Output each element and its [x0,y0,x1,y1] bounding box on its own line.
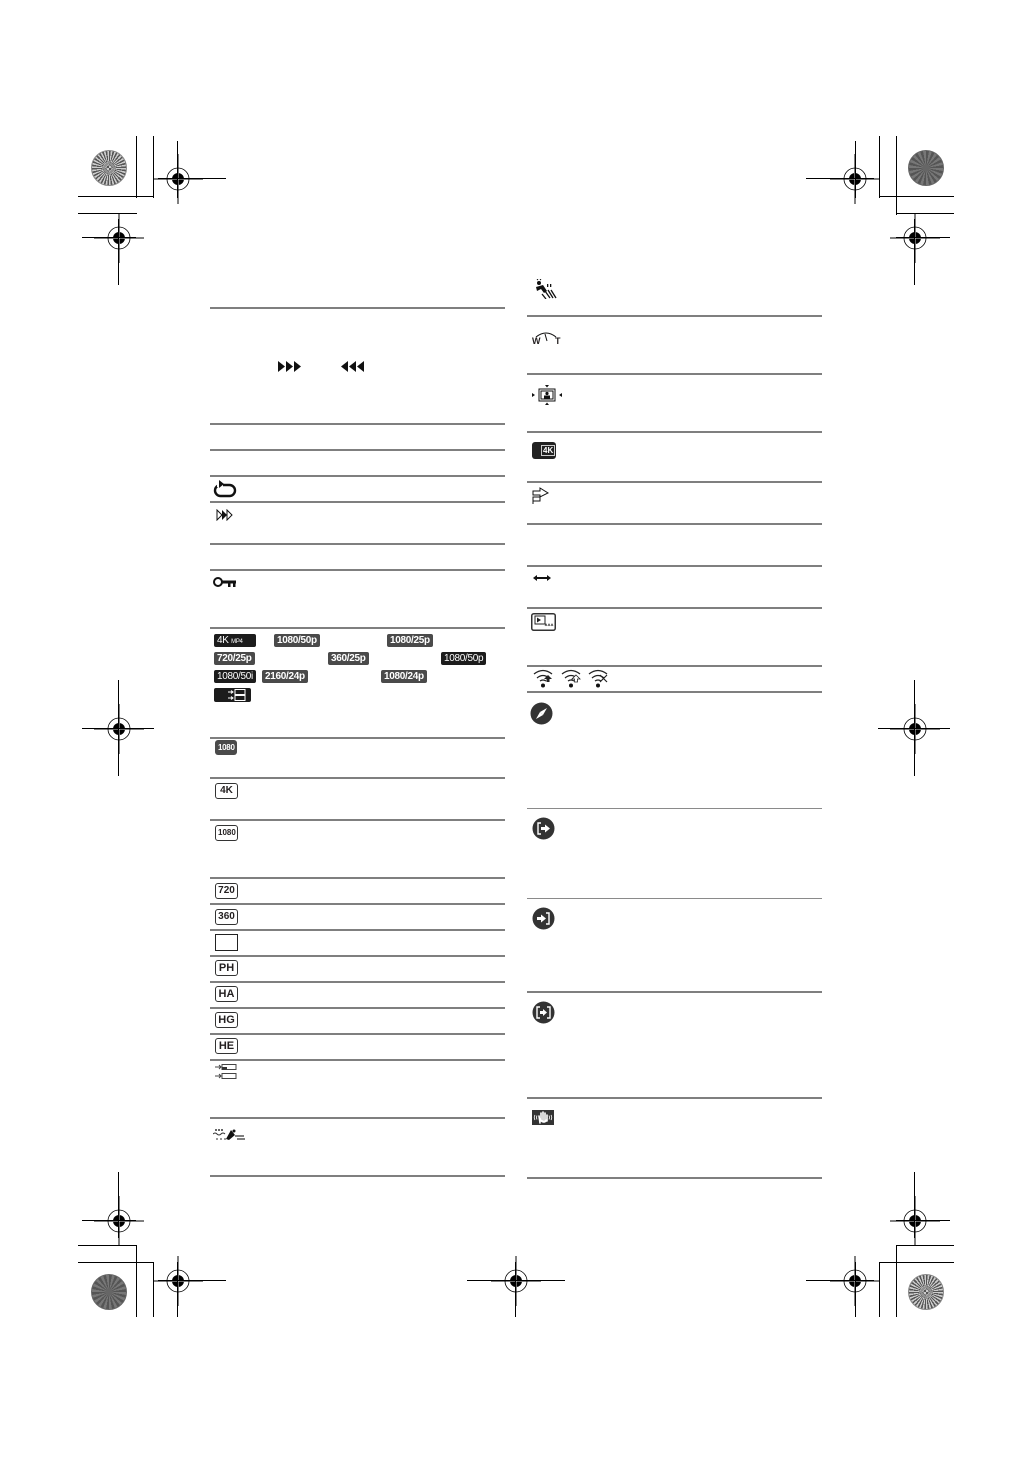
format-badge-1080-50p: 1080/50p [274,634,320,647]
crop-mark [82,728,154,729]
row-divider [210,569,505,571]
empty-box-icon [215,934,238,951]
format-badge-1080-50i: 1080/50i [214,670,256,683]
crop-mark [896,1245,897,1317]
row-divider [527,1177,822,1179]
resolution-720-badge: 720 [215,883,238,899]
row-divider [210,981,505,983]
resolution-1080-badge: 1080 [215,825,238,841]
row-divider [210,737,505,739]
format-badge-1080-24p: 1080/24p [381,670,427,683]
row-divider [527,691,822,693]
key-icon [213,577,237,589]
registration-mark-icon [890,1196,940,1246]
hand-shake-icon [532,1110,554,1125]
crop-mark [896,237,950,238]
row-divider [210,819,505,821]
crop-mark [515,1262,516,1317]
registration-mark-icon [94,1196,144,1246]
color-rosette-icon [908,150,944,186]
row-divider [527,665,822,667]
zoom-position-icon [530,331,564,347]
row-divider [210,475,505,477]
row-divider [210,1007,505,1009]
crop-mark [118,219,119,285]
mode-ph-badge: PH [215,960,238,976]
level-shot-icon [530,487,550,505]
color-rosette-icon [91,150,127,186]
fast-forward-icon [278,361,302,372]
crop-mark [896,136,897,215]
row-divider [210,423,505,425]
compass-icon [530,702,553,725]
format-badge-360-25p: 360/25p [328,652,369,665]
format-badge-720-25p: 720/25p [214,652,255,665]
color-rosette-icon [91,1274,127,1310]
import-icon [532,907,555,930]
crop-mark [177,141,178,198]
crop-mark [896,1220,950,1221]
row-divider [210,501,505,503]
resolution-4k-badge: 4K [215,783,238,799]
mode-hg-badge: HG [215,1012,238,1028]
repeat-icon [213,480,237,498]
relay-recording-icon [215,1064,239,1080]
crop-mark [78,196,154,197]
registration-mark-icon [890,704,940,754]
row-divider [527,431,822,433]
zoom-tele-label: T [555,336,561,346]
row-divider [527,607,822,609]
crop-mark [855,141,856,198]
crop-mark [878,728,950,729]
rewind-icon [340,361,364,372]
wifi-disconnected-icon [587,669,609,688]
resolution-1080-dark-badge: 1080 [215,740,237,755]
row-divider [210,955,505,957]
row-divider [527,315,822,317]
motion-scene-icon [213,1127,247,1143]
format-badge-1080-25p: 1080/25p [387,634,433,647]
registration-mark-icon [94,704,144,754]
row-divider [210,627,505,629]
wifi-connecting-icon [560,669,582,688]
format-badge-1080-50p-alt: 1080/50p [441,652,486,665]
transfer-icon [532,1001,555,1024]
registration-mark-icon [491,1256,541,1306]
row-divider [210,307,505,309]
export-icon [532,817,555,840]
crop-mark [82,237,136,238]
format-badge-2160-24p: 2160/24p [262,670,308,683]
registration-mark-icon [94,213,144,263]
crop-mark [158,1280,226,1281]
crop-mark [914,219,915,285]
crop-mark [158,178,226,179]
row-divider [210,543,505,545]
row-divider [210,1033,505,1035]
row-divider [210,449,505,451]
crop-mark [82,1220,136,1221]
crop-mark [118,1172,119,1238]
double-arrow-icon [533,574,551,582]
color-rosette-icon [908,1274,944,1310]
tracking-frame-icon [530,385,564,405]
format-badge-4k-mp4: 4K MP4 [214,634,256,647]
crop-mark [467,1280,565,1281]
crop-mark [855,1262,856,1317]
resume-play-icon [216,509,234,521]
row-divider [527,898,822,899]
mode-he-badge: HE [215,1038,238,1054]
row-divider [210,903,505,905]
row-divider [527,481,822,483]
row-divider [210,777,505,779]
row-divider [210,1175,505,1177]
row-divider [527,523,822,525]
row-divider [210,929,505,931]
row-divider [527,808,822,809]
crop-mark [78,1262,154,1263]
row-divider [527,373,822,375]
crop-mark [136,136,137,198]
registration-mark-icon [153,154,203,204]
resolution-360-badge: 360 [215,909,238,925]
row-divider [527,565,822,567]
crop-mark [806,1280,874,1281]
wifi-connected-icon [532,669,554,688]
registration-mark-icon [153,1256,203,1306]
row-divider [527,1097,822,1099]
sports-mode-icon [533,279,559,299]
crop-mark [136,1245,137,1317]
relay-badge-icon [214,688,251,702]
row-divider [527,991,822,993]
registration-mark-icon [890,213,940,263]
crop-mark [879,1262,954,1263]
row-divider [210,1059,505,1061]
crop-mark [879,196,954,197]
4k-crop-icon: 4K [532,442,556,459]
crop-mark [806,178,874,179]
mode-ha-badge: HA [215,986,238,1002]
crop-mark [177,1262,178,1317]
crop-mark [914,1172,915,1238]
row-divider [210,877,505,879]
highlight-playback-icon [531,613,556,631]
zoom-wide-label: W [532,336,541,346]
row-divider [210,1117,505,1119]
